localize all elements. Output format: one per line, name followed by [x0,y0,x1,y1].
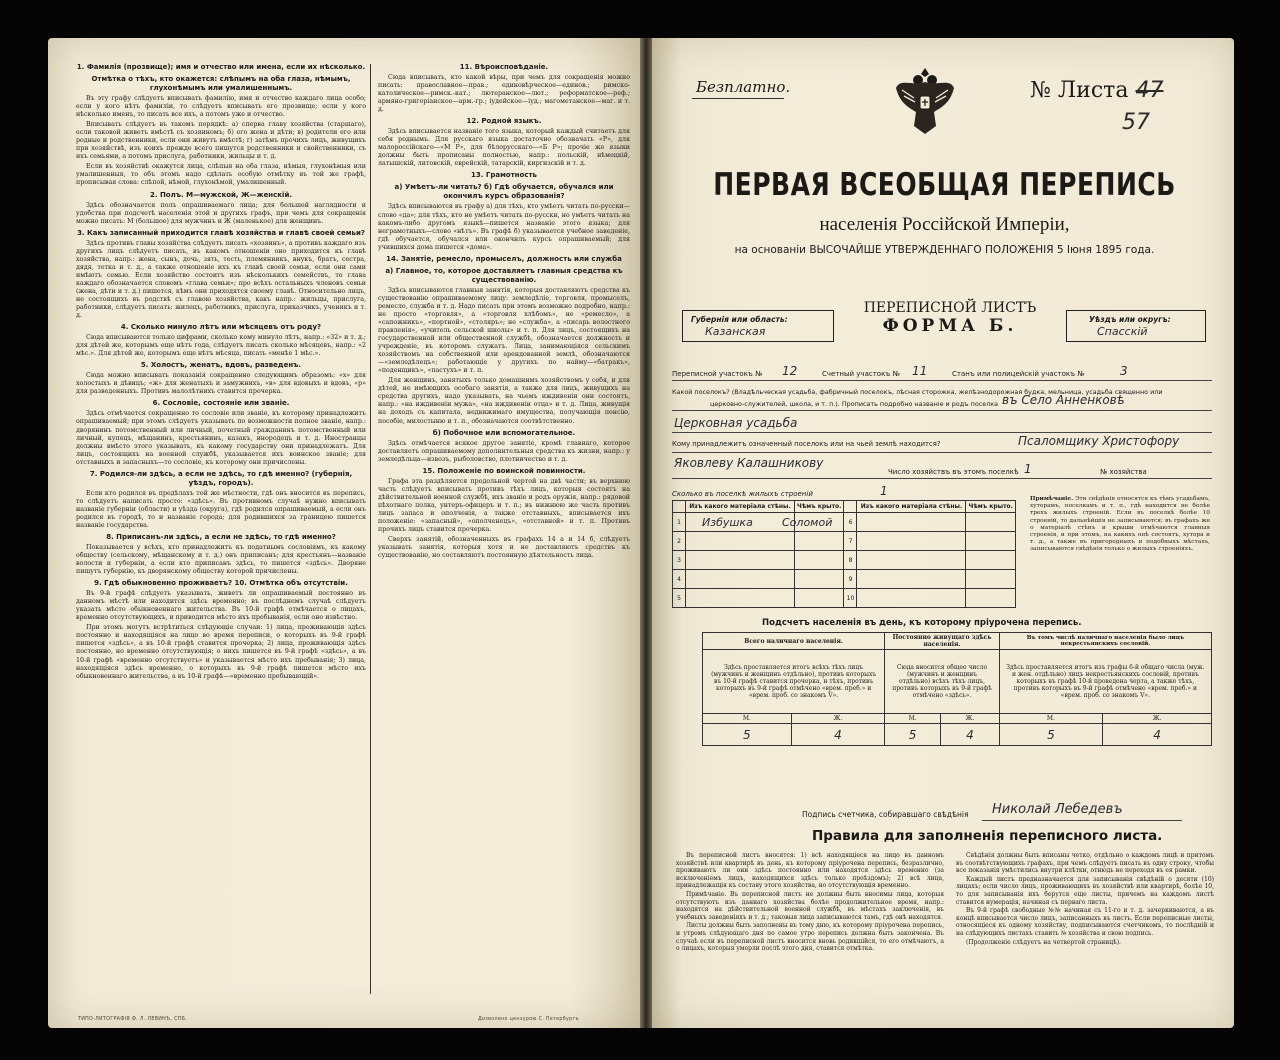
count-title: Подсчетъ населенія въ день, къ которому пріурочена перепись. [762,618,1082,628]
paragraph: Сюда вписывать, кто какой вѣры, при чемъ для сокращенія можно писать: православное—прав.; единовѣрческое—единов.; римско-католическое—римск.-кат.; лютеранское—лют.; реформатское—реф.; армяно-григоріанское—арм.-гр.; іудейское—іуд.; магометанское—маг. и т. д. [378,74,630,114]
owner-label: Кому принадлежитъ означенный поселокъ или на чьей землѣ находится? [672,440,941,448]
note-text: Эти свѣдѣнія относятся къ тѣмъ усадьбамъ, хуторамъ, поселкамъ и т. п., гдѣ находится не болѣе трехъ жилыхъ строеній. Если въ поселкѣ болѣе 10 строеній, то дальнѣйшія не записываются; въ графахъ же о матеріалѣ стѣнъ и крыши отмѣчаются главныя строенія, и при этомъ, на какихъ онѣ состоятъ, хутора и т. д., а также въ пригородныхъ и подобныхъ мѣстахъ, записываются свѣдѣнія только о жилыхъ строеніяхъ. [1030,496,1211,553]
roof-cell [795,589,844,608]
left-column-1 [76,60,366,995]
schetny-value: 11 [912,364,928,378]
sheet-number-corrected: 57 [1122,110,1150,135]
walls-cell [857,570,966,589]
row-number: 1 [673,513,686,532]
count-nonpeasant-m: 5 [999,724,1102,746]
column-divider [370,64,371,994]
paragraph: Здѣсь вписываются въ графу а) для тѣхъ, кто умѣетъ читать по-русски—слово «да»; для тѣхъ, кто не умѣетъ читать по-русски, но умѣетъ читать на какомъ-либо другомъ языкѣ—пишется названіе этого языка; для неграмотныхъ—слово «нѣтъ». Въ графѣ б) указывается учебное заведеніе, гдѣ обучается, обучался или окончилъ курсъ опрашиваемый; для учившихся дома пишется «дома». [378,203,630,251]
row-number: 3 [673,551,686,570]
walls-header-2: Изъ какого матеріала стѣны. [857,501,966,513]
section-heading: 3. Какъ записанный приходится главѣ хозяйства и главѣ своей семьи? [77,228,365,237]
signature-label: Подпись счетчика, собиравшаго свѣдѣнія [802,810,969,819]
count-desc-permanent: Сюда вносится общее число (мужчинъ и женщинъ отдѣльно) всѣхъ тѣхъ лицъ, противъ которыхъ въ 9-й графѣ отмѣчено «здѣсь». [885,650,1000,714]
form-heading [840,300,1060,336]
buildings-table-corner-2 [844,501,857,513]
section-heading: 4. Сколько минуло лѣтъ или мѣсяцевъ отъ роду? [120,323,322,332]
uezd-label: Уѣздъ или округъ: [1089,315,1171,324]
section-heading: 7. Родился-ли здѣсь, а если не здѣсь, то гдѣ именно? (губернія, уѣздъ, городъ). [89,469,353,487]
count-zh-header-1: Ж. [791,714,885,724]
count-header-nonpeasant: Въ томъ числѣ наличнаго населенія было лицъ некрестьянскихъ сословій. [999,633,1211,650]
section-heading: 1. Фамилія (прозвище); имя и отчество или имена, если их нѣсколько. [76,63,366,71]
owner-value: Псаломщику Христофору [1018,434,1180,448]
count-zh-header-3: Ж. [1103,714,1212,724]
stan-label: Станъ или полицейскій участокъ № [952,370,1085,378]
count-permanent-m: 5 [885,724,941,746]
signature-line [982,820,1182,821]
rules-paragraph: (Продолженіе слѣдуетъ на четвертой страницѣ). [966,938,1121,946]
buildings-row [673,532,1016,551]
row1-line [672,380,1212,381]
buildings-table-corner [673,501,686,513]
poselok-label-2: церковно-служителей, школа, и т. п.). Прописать подробно названіе и родъ поселка [710,400,999,408]
buildings-note [1030,496,1210,554]
roof-cell [966,513,1016,532]
row2-line [672,410,1212,411]
signature-value: Николай Лебедевъ [992,802,1123,817]
row2b-line [672,432,1212,433]
uchastok-label: Переписной участокъ № [672,370,763,378]
roof-cell [795,551,844,570]
paragraph: Если кто родился въ предѣлахъ той же мѣстности, гдѣ онъ вносится въ перепись, то слѣдуетъ написать просто: «здѣсь». Въ противномъ случаѣ нужно вписывать названіе губерніи (области) и уѣзда (округа), гдѣ родился опрашиваемый, а если онъ родился въ городѣ, то и названіе города; для родившихся за границею пишется названіе государства. [76,489,366,529]
paragraph: Вписывать слѣдуетъ въ такомъ порядкѣ: а) сперва главу хозяйства (старшаго), если таковой живетъ вмѣстѣ съ хозяиномъ; б) его жена и дѣти; в) родители его или родные и родственники, если они живутъ вмѣстѣ; г) затѣмъ прочихъ лицъ, живущихъ при хозяйствѣ, изъ коихъ прежде всего пишутся родственники и свойственники, съ ихъ семьями, а потомъ прислуга, работники, жильцы и т. д. [76,121,366,161]
count-total-zh: 4 [791,724,885,746]
free-underline [692,98,784,99]
rules-paragraph: Примѣчаніе. Въ переписной листъ не должны быть вносимы лица, которыя отсутствуютъ изъ даннаго хозяйства болѣе продолжительное время, напр.: находятся на дѣйствительной военной службѣ, въ мѣстахъ заключенія, въ учебныхъ заведеніяхъ и т. д.; таковыя лица записываются тамъ, гдѣ онѣ находятся. [676,890,944,921]
count-total-m: 5 [703,724,792,746]
rules-paragraph: Въ переписной листъ вносятся: 1) всѣ находящіеся на лицо въ данномъ хозяйствѣ или квартирѣ въ день, къ которому пріурочена перепись, безразлично, проживаютъ ли они здѣсь постоянно или находятся здѣсь временно (за исключеніемъ лицъ, находящихся здѣсь только проѣздомъ); 2) всѣ лица, принадлежащія къ составу этого хозяйства, но отсутствующія временно. [676,852,944,890]
row-number: 9 [844,570,857,589]
row-number: 5 [673,589,686,608]
count-nonpeasant-zh: 4 [1103,724,1212,746]
section-heading: 11. Вѣроисповѣданіе. [459,63,549,71]
poselok-value: въ Село Анненковѣ [1002,393,1125,407]
paragraph: Сюда вписываются только цифрами, сколько кому минуло лѣтъ, напр.: «32» и т. д.; для дѣтей же, которымъ еще нѣтъ года, слѣдуетъ писать сколько мѣсяцевъ, напр.: «2 мѣс.». Для дѣтей же, которымъ еще нѣтъ мѣсяца, писать «менѣе 1 мѣс.». [76,334,366,358]
free-label: Безплатно. [696,78,791,96]
rules-paragraph: Каждый листъ предназначается для записыванія свѣдѣній о десяти (10) лицахъ; если число лицъ, проживающихъ въ хозяйствѣ или квартирѣ, болѣе 10, то для записыванія ихъ берутся еще листы, причемъ на каждомъ листѣ ставится нумерація, начиная съ перваго листа. [956,875,1214,906]
paragraph: При этомъ могутъ встрѣтиться слѣдующіе случаи: 1) лица, проживающія здѣсь постоянно и находящіяся на лицо во время переписи, о которыхъ въ 9-й графѣ пишется «здѣсь», а въ 10-й графѣ ставится прочерка; 2) лица, проживающія здѣсь постоянно, но временно отсутствующія; о нихъ пишется въ 9-й графѣ «здѣсь», а въ 10-й графѣ «временно отсутствуетъ» и указывается мѣсто ихъ пребыванія; 3) лица, находящіяся здѣсь временно, о которыхъ въ 9-й графѣ пишется мѣсто ихъ обыкновеннаго жительства, а въ 10-й графѣ—«временно пребывающій». [76,624,366,680]
roof-cell [966,532,1016,551]
count-m-header-2: М. [885,714,941,724]
roof-cell [795,532,844,551]
imperial-eagle-emblem [894,64,956,136]
walls-cell [857,532,966,551]
rules-paragraph: Листы должны быть заполнены въ тому дню, къ которому пріурочена перепись, и утромъ слѣдующаго дня по самое утро перепись должна быть закончена. Въ случаѣ если въ переписной листъ вносится вновь родившійся, то его отмѣчаютъ, а о лицахъ, которыя умерли послѣ этого дня, ставится отмѣтка. [676,922,944,953]
section-heading: 8. Приписанъ-ли здѣсь, а если не здѣсь, то гдѣ именно? [106,532,336,541]
right-page [652,38,1234,1028]
section-heading: 9. Гдѣ обыкновенно проживаетъ? 10. Отмѣтка объ отсутствіи. [94,579,348,588]
left-page [48,38,640,1028]
walls-cell [857,589,966,608]
walls-cell [686,570,795,589]
rules-paragraph: Свѣдѣнія должны быть вписаны четко, отдѣльно о каждомъ лицѣ и притомъ въ соотвѣтствующихъ графахъ, при чемъ слѣдуетъ писать въ одну строку, чтобы все показанія умѣстились внутри клѣтки, отнюдь не переходя въ ея рамки. [956,852,1214,875]
buildings-label: Сколько въ поселкѣ жилыхъ строеній [672,490,813,498]
uchastok-value: 12 [782,364,798,378]
count-desc-total: Здѣсь проставляется итогъ всѣхъ тѣхъ лицъ (мужчинъ и женщинъ отдѣльно), противъ которыхъ въ 10-й графѣ ставится прочерка, и тѣхъ, противъ которыхъ въ 9-й графѣ отмѣчено «врем. преб.» и «врем. проб. со знакомъ V». [703,650,885,714]
households-value: 1 [1024,462,1032,476]
row4-line [672,478,1212,479]
paragraph: Здѣсь обозначается полъ опрашиваемаго лица; для большей наглядности и удобства при подсчетѣ населенія этой и другихъ графъ, при чемъ для сокращенія можно писать: М (большое) для мужчинъ и Ж (маленькое) для женщинъ. [76,201,366,225]
section-heading: 13. Грамотность [471,171,537,180]
buildings-row [673,570,1016,589]
gubernia-value: Казанская [705,325,766,338]
form-label: ФОРМА Б. [882,316,1018,336]
paragraph: Здѣсь отмѣчается всякое другое занятіе, кромѣ главнаго, которое доставляетъ опрашиваемому дополнительныя средства къ жизни, напр.: у земледѣльца—извозъ, рыболовство, плотничество и т. д. [378,439,630,463]
paragraph: Здѣсь вписываются главныя занятія, которыя доставляютъ средства къ существованію опрашиваемому лицу: земледѣліе, торговля, промыселъ, ремесло, служба и т. д. Надо писать при этомъ возможно подробно, напр.: не просто «торговля», а «торговля хлѣбомъ», не «ремесло», а «сапожникъ», «портной», «столяръ»; не «служба», а «писарь волостного правленія», «учитель сельской школы» и т. п. Для лицъ, состоящихъ на государственной или общественной службѣ, обозначается должность и учрежденіе, въ которомъ служатъ. Лица, занимающіяся сельскимъ хозяйствомъ на собственной или арендованной землѣ, обозначаются—«земледѣлецъ»; работающіе у другихъ по найму—«батракъ», «поденщикъ», «пастухъ» и т. п. [378,286,630,375]
row-number: 10 [844,589,857,608]
section-heading: а) Умѣетъ-ли читать? б) Гдѣ обучается, обучался или окончилъ курсъ образованія? [394,183,614,201]
population-count-table [702,632,1212,746]
paragraph: Здѣсь отмѣчается сокращенно то сословіе или званіе, къ которому принадлежитъ опрашиваемый; при этомъ слѣдуетъ указывать по возможности полное званіе, напр.: дворянинъ потомственный или личный, почетный гражданинъ потомственный или личный, купецъ, мѣщанинъ, крестьянинъ, казакъ, инородецъ и т. д. Иностранцы должны вмѣсто этого указывать, къ какому государству они принадлежатъ. Для лицъ, состоящихъ на военной службѣ, указывается ихъ воинское званіе; для отставныхъ и запасныхъ—то сословіе, къ которому они причислены. [76,410,366,466]
walls-cell [686,551,795,570]
count-permanent-zh: 4 [941,724,1000,746]
paragraph: Показывается у всѣхъ, кто принадлежитъ къ податнымъ сословіямъ, къ какому обществу (сельскому, мѣщанскому и т. д.) онъ приписанъ; для крестьянъ—названіе волости и губерніи, а если кто приписанъ здѣсь, то пишется «здѣсь». Дворяне пишутъ губернію, къ дворянскому обществу которой причислены. [76,543,366,576]
section-heading: 6. Сословіе, состояніе или званіе. [152,399,290,408]
poselok-value-2: Церковная усадьба [674,416,798,430]
sheet-number [1030,78,1163,103]
schetny-label: Счетный участокъ № [822,370,900,378]
sheet-number-value: 47 [1135,78,1164,103]
roof-header: Чѣмъ крыто. [795,501,844,513]
paragraph: Если въ хозяйствѣ окажутся лица, слѣпыя на оба глаза, нѣмыя, глухонѣмыя или умалишенныя, то объ этомъ надо сдѣлать особую отмѣтку въ той же графѣ, прописывая слова: слѣпой, нѣмой, глухонѣмой, умалишенный. [76,163,366,187]
roof-value: Соломой [782,516,833,529]
paragraph: Сверхъ занятій, обозначенныхъ въ графахъ 14 а и 14 б, слѣдуетъ указывать занятія, которыя хотя и не доставляютъ средствъ къ существованію, но составляютъ постоянную дѣятельность лица. [378,536,630,560]
row-number: 6 [844,513,857,532]
left-column-2 [378,60,630,995]
rules-title: Правила для заполненія переписного листа. [812,828,1163,844]
printer-note: ТИПО-ЛИТОГРАФІЯ Ф. Л. ЛЕВИНЪ, СПБ. [78,1017,188,1022]
book-spread [48,38,1234,1028]
row-number: 4 [673,570,686,589]
roof-cell [966,570,1016,589]
buildings-row [673,589,1016,608]
gubernia-box [682,310,834,342]
list-title: ПЕРЕПИСНОЙ ЛИСТЪ [863,300,1037,316]
count-header-permanent: Постоянно живущаго здѣсь населенія. [885,633,1000,650]
section-heading: 2. Полъ. М—мужской, Ж—женскій. [149,190,293,199]
walls-cell [686,532,795,551]
section-heading: б) Побочное или вспомогательное. [432,428,576,437]
row-number: 7 [844,532,857,551]
rules-paragraph: Въ 9-й графѣ свободные №№ начиная съ 11-го и т. д. зачеркиваются, а въ концѣ вписывается число лицъ, записанныхъ въ листъ. Если переписные листы, относящіеся къ одному хозяйству, подписываются счетчикомъ, то послѣдній и на слѣдующихъ листахъ ставить № хозяйства и свою подпись. [956,907,1214,937]
rules-column-2 [956,852,1214,1014]
section-heading: а) Главное, то, которое доставляетъ главныя средства къ существованію. [385,266,623,284]
uezd-value: Спасскій [1097,325,1148,338]
buildings-value: 1 [880,484,888,498]
paragraph: Въ эту графу слѣдуетъ вписывать фамилію, имя и отчество каждаго лица особо; если у кого нѣтъ фамиліи, то слѣдуетъ вписывать его прозвище; если у кого нѣсколько именъ, то писать все ихъ, а потомъ уже и отчество. [76,95,366,119]
row-number: 8 [844,551,857,570]
book-gutter [640,38,652,1028]
censor-note: Дозволено цензурою С. Петербургъ [478,1017,579,1022]
household-no-label: № хозяйства [1100,468,1147,476]
uezd-box [1066,310,1206,342]
owner-value-2: Яковлеву Калашникову [674,456,824,470]
households-label: Число хозяйствъ въ этомъ поселкѣ [888,468,1019,476]
section-heading: 12. Родной языкъ. [466,117,542,126]
walls-cell [857,513,966,532]
walls-value: Избушка [702,516,753,529]
count-m-header-1: М. [703,714,792,724]
section-heading: 14. Занятіе, ремесло, промыселъ, должность или служба [386,254,622,263]
paragraph: Здѣсь вписывается названіе того языка, который каждый считаетъ для себя роднымъ. Для русскаго языка достаточно обозначать «Р», для малороссійскаго—«М Р», для бѣлорусскаго—«Б Р»; прочіе же языки должны быть прописаны полностью, напр.: польскій, нѣмецкій, латышскій, литовскій, еврейскій, татарскій, киргизскій и т. д. [378,128,630,168]
gubernia-label: Губернія или область: [691,315,788,324]
note-title: Примѣчаніе. [1030,496,1074,502]
buildings-row [673,551,1016,570]
roof-cell [795,570,844,589]
section-heading: 5. Холостъ, женатъ, вдовъ, разведенъ. [140,361,302,370]
stan-value: 3 [1120,364,1128,378]
poselok-label: Какой поселокъ? (Владѣльческая усадьба, фабричный поселокъ, лѣсная сторожка, желѣзнодорожная будка, мельница, усадьба священно или [672,388,1163,396]
row-number: 2 [673,532,686,551]
walls-cell [686,589,795,608]
paragraph: Въ 9-й графѣ слѣдуетъ указывать, живетъ ли опрашиваемый постоянно въ данномъ мѣстѣ или находится здѣсь временно; въ послѣднемъ случаѣ слѣдуетъ указать мѣсто обыкновеннаго жительства. Въ 10-й графѣ отмѣчается о лицахъ, временно отсутствующихъ, и приводится мѣсто ихъ пребыванія, если оно извѣстно. [76,590,366,622]
census-title: ПЕРВАЯ ВСЕОБЩАЯ ПЕРЕПИСЬ [713,166,1176,203]
roof-cell [966,589,1016,608]
section-heading: Отмѣтка о тѣхъ, кто окажется: слѣпымъ на оба глаза, нѣмымъ, глухонѣмымъ или умалишеннымъ. [91,75,351,92]
count-desc-nonpeasant: Здѣсь проставляется итогъ изъ графы 6-й общаго числа (муж. и жен. отдѣльно) лицъ некрестьянскихъ сословій, противъ которыхъ въ графѣ 10-й проведена черта, а также тѣхъ, противъ которыхъ въ 9-й графѣ отмѣчено «врем. преб.» и «врем. проб. со знакомъ V». [999,650,1211,714]
sheet-number-label: № Листа [1030,78,1129,103]
rules-column-1 [676,852,944,1014]
row3-line [672,452,1212,453]
paragraph: Для женщинъ, занятыхъ только домашнимъ хозяйствомъ у себя, и для дѣтей, не имѣющихъ особаго занятія, а также для лицъ, живущихъ на средства другихъ, надо указывать, на чьемъ иждивеніи они состоятъ, напр.: «на иждивеніи мужа», «на иждивеніи отца» и т. д. Лица, живущія на доходъ съ капитала, недвижимаго имущества, получающія пенсію, пособіе, милостыню и т. п., обозначаются соотвѣтственно. [378,377,630,425]
walls-cell [857,551,966,570]
roof-header-2: Чѣмъ крыто. [966,501,1016,513]
paragraph: Сюда можно вписывать показанія сокращенно следующимъ образомъ: «х» для холостыхъ и дѣвицъ; «ж» для женатыхъ и замужнихъ, «в» для вдовыхъ и вдовъ, «р» для разведенныхъ. Противъ малолѣтнихъ ставится прочерка. [76,372,366,396]
section-heading: 15. Положеніе по воинской повинности. [422,466,586,475]
walls-header: Изъ какого матеріала стѣны. [686,501,795,513]
count-header-total: Всего наличнаго населенія. [703,633,885,650]
count-m-header-3: М. [999,714,1102,724]
count-zh-header-2: Ж. [941,714,1000,724]
census-subtitle: населенія Россійской Имперіи, [819,214,1070,235]
paragraph: Здѣсь противъ главы хозяйства слѣдуетъ писать «хозяинъ», а противъ каждаго изъ другихъ лицъ слѣдуетъ писать, въ какомъ отношеніи оно приходится къ главѣ хозяйства, напр.: жена, сынъ, дочь, зять, тесть, племянникъ, внукъ, братъ, сестра, дядя, тетка и т. д., а также отношеніе ихъ къ главѣ своей семьи, если они сами имѣютъ семью. Если хозяйство состоитъ изъ нѣсколькихъ семействъ, то глава каждаго обозначается словомъ «глава семьи»; про всѣхъ остальныхъ членовъ семьи (жена, дѣти и т. д.) пишется, кѣмъ они приходятся своему главѣ. Относительно лицъ, не состоящихъ въ родствѣ съ главою хозяйства, какъ напр.: жильцы, прислуга, работники, слѣдуетъ писать: жилецъ, работникъ, прислуга, приказчикъ, ученикъ и т. д. [76,239,366,320]
roof-cell [966,551,1016,570]
paragraph: Графа эта раздѣляется продольной чертой на двѣ части; въ верхнюю часть слѣдуетъ вписывать противъ тѣхъ лицъ, которыя состоятъ на дѣйствительной военной службѣ, ихъ званіе и родъ оружія, напр.: рядовой пѣхотнаго полка, унтеръ-офицеръ и т. п.; въ нижнюю же часть противъ лицъ запаса и ополченія, а также отставныхъ, вписывается ихъ положеніе: «запасный», «ополченецъ», «отставной» и т. п. Противъ прочихъ лицъ ставится прочерка. [378,477,630,533]
census-decree: на основаніи ВЫСОЧАЙШЕ УТВЕРЖДЕННАГО ПОЛОЖЕНІЯ 5 Іюня 1895 года. [734,244,1155,256]
